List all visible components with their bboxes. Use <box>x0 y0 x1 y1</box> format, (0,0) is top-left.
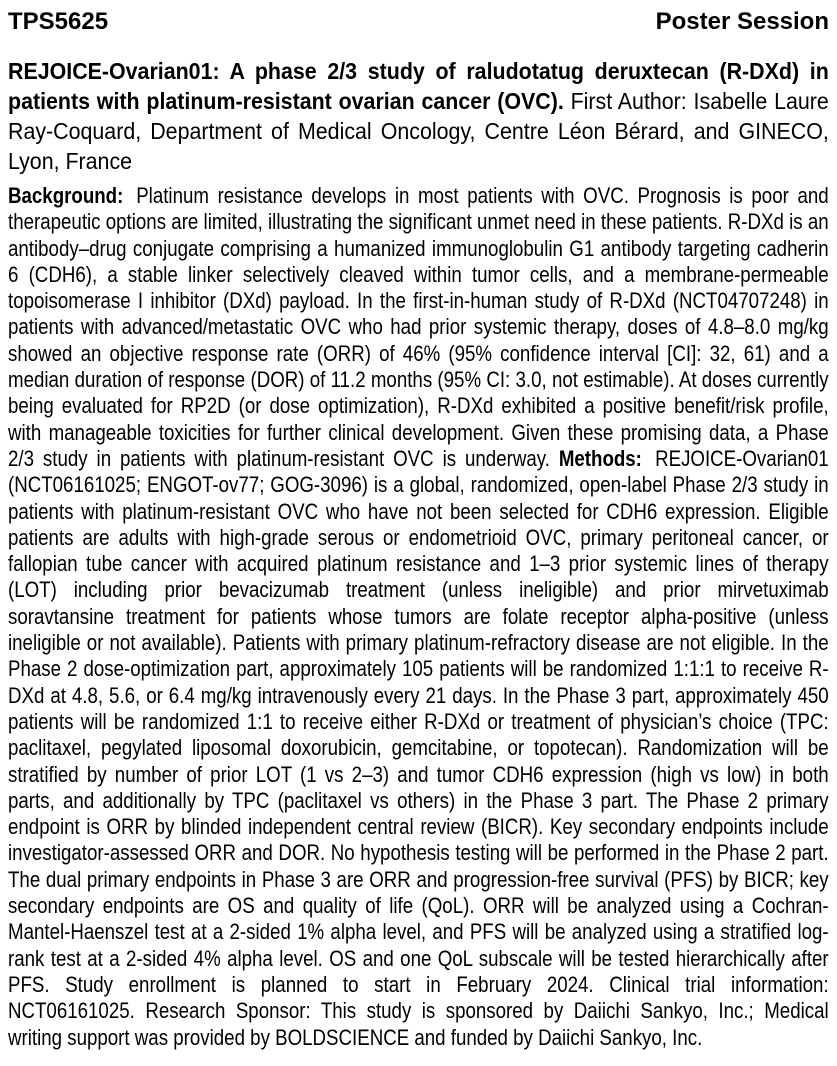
title-paragraph <box>8 56 829 176</box>
background-label: Background: <box>8 183 124 208</box>
abstract-paragraph <box>8 183 829 1051</box>
abstract-id: TPS5625 <box>8 8 109 35</box>
session-type-label: Poster Session <box>655 8 829 35</box>
authors-text: First Author: Isabelle Laure Ray-Coquard, Department of Medical Oncology, Centre Léon Bérard, and GINECO, Lyon, France <box>8 88 829 174</box>
methods-label: Methods: <box>558 445 642 471</box>
sponsor-text: This study is sponsored by Daiichi Sankyo, Inc.; Medical writing support was provided by BOLDSCIENCE and funded by Daiichi Sankyo, Inc. <box>8 998 829 1050</box>
clinical-trial-id: NCT06161025. <box>8 998 135 1024</box>
title-text: REJOICE-Ovarian01: A phase 2/3 study of raludotatug deruxtecan (R-DXd) in patients with platinum-resistant ovarian cancer (OVC). <box>8 58 829 114</box>
methods-text: REJOICE-Ovarian01 (NCT06161025; ENGOT-ov77; GOG-3096) is a global, randomized, open-label Phase 2/3 study in patients with platinum-resistant OVC who have not been selected for CDH6 expression. Eligible patients are adults with high-grade serous or endometrioid OVC, primary peritoneal cancer, or fallopian tube cancer with acquired platinum resistance and 1–3 prior systemic lines of therapy (LOT) including prior bevacizumab treatment (unless ineligible) and prior mirvetuximab soravtansine treatment for patients whose tumors are folate receptor alpha-positive (unless ineligible or not available). Patients with primary platinum-refractory disease are not eligible. In the Phase 2 dose-optimization part, approximately 105 patients will be randomized 1:1:1 to receive R-DXd at 4.8, 5.6, or 6.4 mg/kg intravenously every 21 days. In the Phase 3 part, approximately 450 patients will be randomized 1:1 to receive either R-DXd or treatment of physician’s choice (TPC: paclitaxel, pegylated liposomal doxorubicin, gemcitabine, or topotecan). Randomization will be stratified by number of prior LOT (1 vs 2–3) and tumor CDH6 expression (high vs low) in both parts, and additionally by TPC (paclitaxel vs others) in the Phase 3 part. The Phase 2 primary endpoint is ORR by blinded independent central review (BICR). Key secondary endpoints include investigator-assessed ORR and DOR. No hypothesis testing will be performed in the Phase 2 part. The dual primary endpoints in Phase 3 are ORR and progression-free survival (PFS) by BICR; key secondary endpoints are OS and quality of life (QoL). ORR will be analyzed using a Cochran-Mantel-Haenszel test at a 2-sided 1% alpha level, and PFS will be analyzed using a stratified log-rank test at a 2-sided 4% alpha level. OS and one QoL subscale will be tested hierarchically after PFS. Study enrollment is planned to start in February 2024. <box>8 445 829 997</box>
clinical-trial-label: Clinical trial information: <box>609 971 829 997</box>
header-row <box>8 7 829 36</box>
background-text: Platinum resistance develops in most patients with OVC. Prognosis is poor and therapeutic options are limited, illustrating the significant unmet need in these patients. R-DXd is an antibody–drug conjugate comprising a humanized immunoglobulin G1 antibody targeting cadherin 6 (CDH6), a stable linker selectively cleaved within tumor cells, and a membrane-permeable topoisomerase I inhibitor (DXd) payload. In the first-in-human study of R-DXd (NCT04707248) in patients with advanced/metastatic OVC who had prior systemic therapy, doses of 4.8–8.0 mg/kg showed an objective response rate (ORR) of 46% (95% confidence interval [CI]: 32, 61) and a median duration of response (DOR) of 11.2 months (95% CI: 3.0, not estimable). At doses currently being evaluated for RP2D (or dose optimization), R-DXd exhibited a positive benefit/risk profile, with manageable toxicities for further clinical development. Given these promising data, a Phase 2/3 study in patients with platinum-resistant OVC is underway. <box>8 183 829 471</box>
sponsor-label: Research Sponsor: <box>145 998 311 1024</box>
